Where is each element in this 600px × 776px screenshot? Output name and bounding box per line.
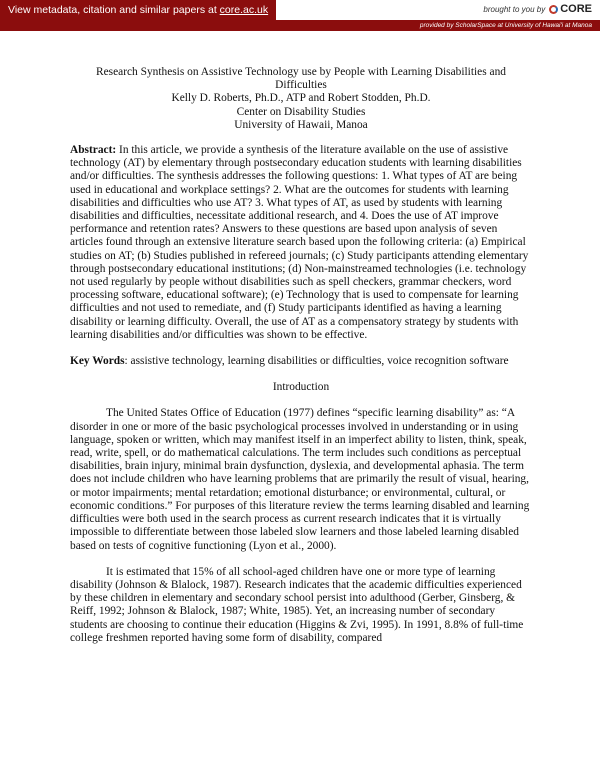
core-logo-text: CORE [560, 3, 592, 15]
core-brand[interactable] [483, 3, 592, 15]
keywords-label: Key Words [70, 355, 125, 368]
paper-page [70, 66, 532, 645]
core-logo-icon [549, 5, 558, 14]
abstract-label: Abstract: [70, 144, 117, 157]
abstract-text: In this article, we provide a synthesis of the literature available on the use of assistive technology (AT) by elementary through postsecondary education students with learning disabilities and/or difficulties. The synthesis addresses the following questions: 1. What types of AT are being used in educational and workplace settings? 2. What are the outcomes for students with learning disabilities and difficulties who use AT? 3. What types of AT, as used by students with learning disabilities and difficulties, necessitate additional research, and 4. Does the use of AT improve performance and retention rates? Answers to these questions are based upon analysis of seven articles found through an extensive literature search based upon the following criteria: (a) Empirical studies on AT; (b) Studies published in refereed journals; (c) Study participants attending elementary through postsecondary educational institutions; (d) Non-mainstreamed technologies (i.e. technology not used regularly by people without disabilities such as spell checkers, grammar checkers, word processing software, educational software); (e) Technology that is used to compensate for learning difficulties and not used to remediate, and (f) Study participants identified as having a learning disability or learning difficulty. Overall, the use of AT as a compensatory strategy by students with learning disabilities and/or difficulties was shown to be effective. [70, 144, 529, 341]
core-logo[interactable] [549, 3, 592, 15]
title-block [70, 66, 532, 132]
core-metadata-text: View metadata, citation and similar papers at [8, 4, 220, 16]
paper-title-line2: Difficulties [275, 79, 327, 92]
intro-paragraph-2: It is estimated that 15% of all school-aged children have one or more type of learning disability (Johnson & Blalock, 1987). Research indicates that the academic difficulties experienced by these children in elementary and secondary school persist into adulthood (Gerber, Ginsberg, & Reiff, 1992; Johnson & Blalock, 1987; White, 1985). Yet, an increasing number of secondary students are choosing to continue their education (Higgins & Zvi, 1995). In 1991, 8.8% of full-time college freshmen reported having some form of disability, compared [70, 565, 524, 644]
provided-by-banner[interactable] [0, 20, 600, 31]
core-metadata-link[interactable] [0, 0, 276, 20]
abstract [70, 144, 532, 342]
brought-by-text: brought to you by [483, 4, 546, 14]
intro-paragraph-1: The United States Office of Education (1977) defines “specific learning disability” as: “A disorder in one or more of the basic psychological processes involved in understanding or in using language, spoken or written, which may manifest itself in an imperfect ability to listen, think, speak, read, write, spell, or do mathematical calculations. The term includes such conditions as perceptual disabilities, brain injury, minimal brain dysfunction, dyslexia, and developmental aphasia. The term does not include children who have learning problems that are primarily the result of visual, hearing, or motor impairments; mental retardation; emotional disturbance; or environmental, cultural, or economic conditions.” For purposes of this literature review the terms learning disabled and learning difficulties were both used in the search process as current research indicates that it is virtually impossible to differentiate between those labeled slow learners and those labeled learning disabled based on tests of cognitive functioning (Lyon et al., 2000). [70, 407, 530, 552]
provided-by-text: provided by ScholarSpace at University of Hawai'i at Manoa [419, 22, 592, 29]
paper-affiliation2: University of Hawaii, Manoa [234, 118, 368, 131]
core-link[interactable]: core.ac.uk [219, 4, 269, 16]
intro-heading: Introduction [272, 381, 330, 394]
keywords-text: : assistive technology, learning disabilities or difficulties, voice recognition software [124, 355, 509, 368]
paper-affiliation1: Center on Disability Studies [236, 105, 366, 118]
paper-title-line1: Research Synthesis on Assistive Technology use by People with Learning Disabilities and [96, 66, 506, 78]
keywords [70, 355, 532, 368]
paper-authors: Kelly D. Roberts, Ph.D., ATP and Robert Stodden, Ph.D. [171, 92, 431, 105]
